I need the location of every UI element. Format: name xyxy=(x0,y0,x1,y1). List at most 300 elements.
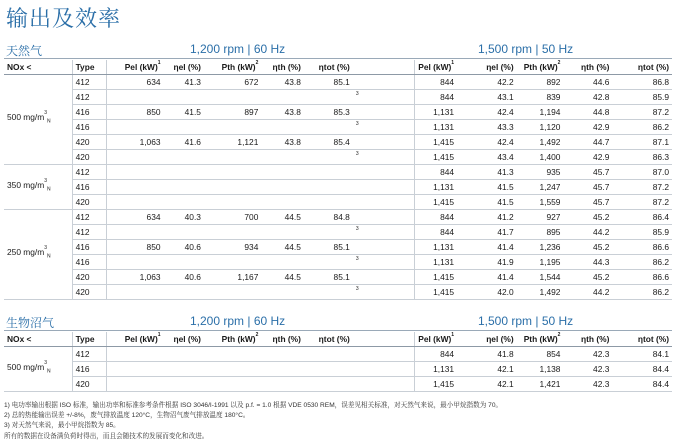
table-row xyxy=(4,225,672,240)
value-cell xyxy=(204,225,261,240)
value-cell: 1,131 xyxy=(415,255,458,270)
footnote-ref-cell: 3 xyxy=(353,90,415,105)
value-cell: 43.1 xyxy=(457,90,517,105)
value-cell: 86.6 xyxy=(612,240,672,255)
value-cell: 85.1 xyxy=(304,75,353,90)
header-eta-th xyxy=(261,60,304,75)
rpm-label-50hz: 1,500 rpm | 50 Hz xyxy=(478,314,574,328)
header-pel: Pel (kW)$^1$ xyxy=(106,332,163,347)
header-type xyxy=(72,332,106,347)
value-cell: 1,120 xyxy=(517,120,564,135)
header-eta-tot xyxy=(304,332,353,347)
header-pth: Pth (kW)$^2$ xyxy=(517,60,564,75)
value-cell xyxy=(106,255,163,270)
value-cell: 44.5 xyxy=(261,270,304,285)
table-row xyxy=(4,210,672,225)
value-cell: 700 xyxy=(204,210,261,225)
footnote-ref-cell xyxy=(353,210,415,225)
value-cell: 42.3 xyxy=(563,347,612,362)
value-cell: 1,415 xyxy=(415,285,458,300)
value-cell xyxy=(106,225,163,240)
value-cell: 41.4 xyxy=(457,240,517,255)
value-cell: 85.9 xyxy=(612,90,672,105)
header-eta-el xyxy=(164,60,204,75)
value-cell: 42.9 xyxy=(563,150,612,165)
value-cell: 86.2 xyxy=(612,285,672,300)
value-cell xyxy=(304,195,353,210)
value-cell: 85.3 xyxy=(304,105,353,120)
value-cell: 1,400 xyxy=(517,150,564,165)
header-label: Pth (kW) xyxy=(523,62,558,72)
value-cell: 86.4 xyxy=(612,210,672,225)
value-cell xyxy=(164,120,204,135)
value-cell xyxy=(261,225,304,240)
header-eta-el xyxy=(164,332,204,347)
value-cell: 42.3 xyxy=(563,362,612,377)
value-cell: 87.2 xyxy=(612,195,672,210)
value-cell xyxy=(304,90,353,105)
header-pel: Pel (kW)$^1$ xyxy=(415,332,458,347)
footnote-ref-cell: 3 xyxy=(353,120,415,135)
value-cell: 1,063 xyxy=(106,135,163,150)
value-cell: 850 xyxy=(106,240,163,255)
value-cell: 1,167 xyxy=(204,270,261,285)
header-label: Type xyxy=(75,62,95,72)
header-label: Pth (kW) xyxy=(523,334,558,344)
footnote-ref-cell xyxy=(353,347,415,362)
value-cell: 844 xyxy=(415,347,458,362)
value-cell xyxy=(106,120,163,135)
value-cell: 844 xyxy=(415,75,458,90)
value-cell: 43.8 xyxy=(261,75,304,90)
header-label: ηtot (%) xyxy=(637,334,669,344)
value-cell: 934 xyxy=(204,240,261,255)
footnote-4: 所有的数据在设备满负荷时得出，而且会随技术的发展而变化和改进。 xyxy=(4,433,209,440)
value-cell xyxy=(164,377,204,392)
value-cell: 42.0 xyxy=(457,285,517,300)
value-cell xyxy=(106,150,163,165)
value-cell: 86.2 xyxy=(612,255,672,270)
type-cell: 420 xyxy=(72,270,106,285)
value-cell xyxy=(106,90,163,105)
type-cell: 420 xyxy=(72,135,106,150)
nox-limit-cell: 350 $mg/m^3_N$ xyxy=(4,165,72,210)
value-cell: 85.9 xyxy=(612,225,672,240)
header-label: ηtot (%) xyxy=(637,62,669,72)
value-cell xyxy=(304,120,353,135)
value-cell xyxy=(164,150,204,165)
value-cell: 43.4 xyxy=(457,150,517,165)
header-label: ηel (%) xyxy=(486,62,514,72)
value-cell: 43.3 xyxy=(457,120,517,135)
header-pth: Pth (kW)$^2$ xyxy=(204,332,261,347)
value-cell: 84.4 xyxy=(612,362,672,377)
value-cell: 42.1 xyxy=(457,362,517,377)
header-type xyxy=(72,60,106,75)
value-cell: 672 xyxy=(204,75,261,90)
value-cell xyxy=(261,255,304,270)
value-cell: 1,415 xyxy=(415,150,458,165)
footnote-ref-cell: 3 xyxy=(353,285,415,300)
value-cell: 927 xyxy=(517,210,564,225)
footnote-ref-cell: 3 xyxy=(353,150,415,165)
footnote-2: 2) 总的热能输出误差 +/-8%，废气排放温度 120°C，生物沼气废气排放温度 180°C。 xyxy=(4,412,250,419)
value-cell: 45.2 xyxy=(563,270,612,285)
value-cell: 1,131 xyxy=(415,105,458,120)
value-cell: 86.6 xyxy=(612,270,672,285)
page-title: 输出及效率 xyxy=(6,6,122,31)
table-row xyxy=(4,105,672,120)
type-cell: 412 xyxy=(72,75,106,90)
rpm-label-60hz: 1,200 rpm | 60 Hz xyxy=(190,42,286,56)
value-cell: 43.8 xyxy=(261,135,304,150)
value-cell: 44.7 xyxy=(563,135,612,150)
value-cell: 41.6 xyxy=(164,135,204,150)
type-cell: 412 xyxy=(72,347,106,362)
footnote-ref-cell: 3 xyxy=(353,225,415,240)
value-cell: 44.5 xyxy=(261,210,304,225)
value-cell: 87.1 xyxy=(612,135,672,150)
value-cell xyxy=(261,347,304,362)
value-cell: 41.3 xyxy=(164,75,204,90)
value-cell: 41.5 xyxy=(457,180,517,195)
header-eta-th xyxy=(563,60,612,75)
value-cell: 1,415 xyxy=(415,195,458,210)
header-label: NOx < xyxy=(7,62,32,72)
value-cell: 1,415 xyxy=(415,377,458,392)
type-cell: 412 xyxy=(72,165,106,180)
header-eta-tot xyxy=(612,60,672,75)
header-pel: Pel (kW)$^1$ xyxy=(106,60,163,75)
value-cell: 41.8 xyxy=(457,347,517,362)
value-cell xyxy=(106,362,163,377)
type-cell: 416 xyxy=(72,240,106,255)
value-cell xyxy=(261,180,304,195)
value-cell: 85.1 xyxy=(304,240,353,255)
header-nox xyxy=(4,60,72,75)
value-cell: 1,559 xyxy=(517,195,564,210)
value-cell: 87.2 xyxy=(612,180,672,195)
value-cell: 1,415 xyxy=(415,135,458,150)
value-cell: 44.5 xyxy=(261,240,304,255)
value-cell xyxy=(164,165,204,180)
value-cell xyxy=(261,90,304,105)
value-cell xyxy=(106,180,163,195)
header-label: ηtot (%) xyxy=(318,62,350,72)
header-label: ηth (%) xyxy=(580,334,610,344)
value-cell: 43.8 xyxy=(261,105,304,120)
value-cell: 41.7 xyxy=(457,225,517,240)
value-cell xyxy=(204,347,261,362)
type-cell: 420 xyxy=(72,285,106,300)
value-cell: 850 xyxy=(106,105,163,120)
value-cell: 85.1 xyxy=(304,270,353,285)
table-row xyxy=(4,377,672,392)
value-cell: 1,121 xyxy=(204,135,261,150)
value-cell xyxy=(164,362,204,377)
value-cell: 844 xyxy=(415,165,458,180)
type-cell: 416 xyxy=(72,362,106,377)
value-cell: 87.2 xyxy=(612,105,672,120)
value-cell xyxy=(106,285,163,300)
header-pth: Pth (kW)$^2$ xyxy=(517,332,564,347)
type-cell: 416 xyxy=(72,105,106,120)
value-cell xyxy=(304,165,353,180)
value-cell xyxy=(204,165,261,180)
header-spacer xyxy=(353,60,415,75)
header-label: Type xyxy=(75,334,95,344)
value-cell: 42.3 xyxy=(563,377,612,392)
value-cell: 86.8 xyxy=(612,75,672,90)
value-cell: 45.7 xyxy=(563,165,612,180)
value-cell xyxy=(106,165,163,180)
value-cell: 41.4 xyxy=(457,270,517,285)
value-cell: 86.2 xyxy=(612,120,672,135)
footnote-ref-cell xyxy=(353,377,415,392)
value-cell: 897 xyxy=(204,105,261,120)
header-eta-th xyxy=(563,332,612,347)
value-cell xyxy=(304,180,353,195)
footnote-1: 1) 电功率输出根据 ISO 标准，输出功率和标准参考条件根据 ISO 3046/I-1991 以及 p.f. = 1.0 根据 VDE 0530 REM，误差见相关标准，对天然气来说，最小甲烷指数为 70。 xyxy=(4,402,503,409)
value-cell: 844 xyxy=(415,90,458,105)
section-rule xyxy=(4,58,672,59)
table-row xyxy=(4,255,672,270)
value-cell: 45.2 xyxy=(563,210,612,225)
value-cell: 44.6 xyxy=(563,75,612,90)
natural-gas-table xyxy=(4,60,672,300)
value-cell: 844 xyxy=(415,225,458,240)
value-cell xyxy=(261,285,304,300)
value-cell: 41.5 xyxy=(457,195,517,210)
value-cell xyxy=(164,180,204,195)
table-row xyxy=(4,75,672,90)
footnote-ref-cell xyxy=(353,180,415,195)
value-cell: 839 xyxy=(517,90,564,105)
type-cell: 420 xyxy=(72,150,106,165)
footnote-ref-cell xyxy=(353,240,415,255)
value-cell xyxy=(204,255,261,270)
value-cell: 45.2 xyxy=(563,240,612,255)
value-cell: 1,415 xyxy=(415,270,458,285)
value-cell: 42.4 xyxy=(457,135,517,150)
table-row xyxy=(4,135,672,150)
footnote-ref-cell xyxy=(353,75,415,90)
table-row xyxy=(4,150,672,165)
header-pth: Pth (kW)$^2$ xyxy=(204,60,261,75)
header-label: Pel (kW) xyxy=(418,334,452,344)
value-cell: 41.9 xyxy=(457,255,517,270)
header-eta-tot xyxy=(304,60,353,75)
value-cell xyxy=(204,362,261,377)
value-cell xyxy=(164,347,204,362)
table-row xyxy=(4,90,672,105)
value-cell xyxy=(304,150,353,165)
header-eta-tot xyxy=(612,332,672,347)
footnote-3: 3) 对天然气来说，最小甲烷指数为 85。 xyxy=(4,422,120,429)
nox-limit-cell: 500 $mg/m^3_N$ xyxy=(4,347,72,392)
value-cell: 41.5 xyxy=(164,105,204,120)
value-cell: 892 xyxy=(517,75,564,90)
value-cell: 42.1 xyxy=(457,377,517,392)
header-label: ηel (%) xyxy=(486,334,514,344)
header-label: ηtot (%) xyxy=(318,334,350,344)
section-title-natural-gas: 天然气 xyxy=(6,44,43,58)
header-label: Pel (kW) xyxy=(124,62,158,72)
value-cell xyxy=(204,285,261,300)
value-cell: 84.4 xyxy=(612,377,672,392)
value-cell: 1,131 xyxy=(415,180,458,195)
header-label: Pth (kW) xyxy=(221,62,256,72)
value-cell: 84.8 xyxy=(304,210,353,225)
nox-limit-cell: 250 $mg/m^3_N$ xyxy=(4,210,72,300)
table-row xyxy=(4,180,672,195)
value-cell: 1,131 xyxy=(415,120,458,135)
value-cell xyxy=(261,120,304,135)
header-eta-el xyxy=(457,60,517,75)
header-nox xyxy=(4,332,72,347)
value-cell: 40.3 xyxy=(164,210,204,225)
header-label: Pel (kW) xyxy=(124,334,158,344)
value-cell: 1,138 xyxy=(517,362,564,377)
nox-limit-cell: 500 $mg/m^3_N$ xyxy=(4,75,72,165)
footnote-ref-cell xyxy=(353,135,415,150)
value-cell: 87.0 xyxy=(612,165,672,180)
value-cell xyxy=(261,377,304,392)
value-cell: 854 xyxy=(517,347,564,362)
value-cell: 1,236 xyxy=(517,240,564,255)
type-cell: 416 xyxy=(72,120,106,135)
table-row xyxy=(4,285,672,300)
footnote-ref-cell: 3 xyxy=(353,255,415,270)
header-label: ηel (%) xyxy=(173,334,201,344)
header-eta-el xyxy=(457,332,517,347)
value-cell: 1,421 xyxy=(517,377,564,392)
value-cell: 42.9 xyxy=(563,120,612,135)
table-row xyxy=(4,120,672,135)
header-spacer xyxy=(353,332,415,347)
value-cell: 1,194 xyxy=(517,105,564,120)
footnote-ref-cell xyxy=(353,195,415,210)
value-cell xyxy=(261,362,304,377)
value-cell xyxy=(304,225,353,240)
table-row xyxy=(4,165,672,180)
value-cell xyxy=(304,362,353,377)
value-cell: 84.1 xyxy=(612,347,672,362)
type-cell: 412 xyxy=(72,225,106,240)
value-cell xyxy=(164,195,204,210)
value-cell: 1,492 xyxy=(517,285,564,300)
value-cell: 844 xyxy=(415,210,458,225)
value-cell: 40.6 xyxy=(164,270,204,285)
value-cell xyxy=(204,195,261,210)
value-cell xyxy=(261,165,304,180)
type-cell: 416 xyxy=(72,180,106,195)
header-label: ηth (%) xyxy=(272,62,301,72)
value-cell: 44.3 xyxy=(563,255,612,270)
value-cell: 41.3 xyxy=(457,165,517,180)
value-cell: 86.3 xyxy=(612,150,672,165)
value-cell xyxy=(164,90,204,105)
table-row xyxy=(4,240,672,255)
value-cell: 1,492 xyxy=(517,135,564,150)
value-cell xyxy=(164,225,204,240)
footnote-ref-cell xyxy=(353,165,415,180)
value-cell: 44.2 xyxy=(563,285,612,300)
value-cell: 1,063 xyxy=(106,270,163,285)
value-cell xyxy=(304,347,353,362)
value-cell: 85.4 xyxy=(304,135,353,150)
type-cell: 420 xyxy=(72,377,106,392)
header-label: NOx < xyxy=(7,334,32,344)
type-cell: 420 xyxy=(72,195,106,210)
value-cell: 1,131 xyxy=(415,362,458,377)
header-label: ηth (%) xyxy=(580,62,610,72)
table-row xyxy=(4,270,672,285)
value-cell: 1,247 xyxy=(517,180,564,195)
value-cell xyxy=(304,377,353,392)
value-cell xyxy=(164,255,204,270)
footnote-ref-cell xyxy=(353,270,415,285)
rpm-label-50hz: 1,500 rpm | 50 Hz xyxy=(478,42,574,56)
footnote-ref-cell xyxy=(353,362,415,377)
rpm-label-60hz: 1,200 rpm | 60 Hz xyxy=(190,314,286,328)
value-cell: 42.4 xyxy=(457,105,517,120)
value-cell: 44.2 xyxy=(563,225,612,240)
value-cell: 40.6 xyxy=(164,240,204,255)
value-cell xyxy=(204,377,261,392)
value-cell: 42.8 xyxy=(563,90,612,105)
header-label: ηth (%) xyxy=(272,334,301,344)
value-cell xyxy=(304,285,353,300)
value-cell xyxy=(204,150,261,165)
value-cell xyxy=(106,377,163,392)
type-cell: 412 xyxy=(72,90,106,105)
footnote-ref-cell xyxy=(353,105,415,120)
type-cell: 416 xyxy=(72,255,106,270)
type-cell: 412 xyxy=(72,210,106,225)
value-cell xyxy=(204,180,261,195)
value-cell: 634 xyxy=(106,210,163,225)
value-cell: 895 xyxy=(517,225,564,240)
header-pel: Pel (kW)$^1$ xyxy=(415,60,458,75)
value-cell: 45.7 xyxy=(563,180,612,195)
value-cell: 45.7 xyxy=(563,195,612,210)
value-cell: 1,544 xyxy=(517,270,564,285)
header-label: Pel (kW) xyxy=(418,62,452,72)
value-cell xyxy=(106,347,163,362)
value-cell: 1,195 xyxy=(517,255,564,270)
value-cell: 42.2 xyxy=(457,75,517,90)
value-cell: 1,131 xyxy=(415,240,458,255)
table-row xyxy=(4,362,672,377)
value-cell: 634 xyxy=(106,75,163,90)
value-cell xyxy=(106,195,163,210)
header-label: ηel (%) xyxy=(173,62,201,72)
value-cell xyxy=(261,195,304,210)
section-title-biogas: 生物沼气 xyxy=(6,316,55,330)
biogas-table xyxy=(4,332,672,392)
value-cell xyxy=(261,150,304,165)
value-cell xyxy=(304,255,353,270)
table-row xyxy=(4,347,672,362)
value-cell: 935 xyxy=(517,165,564,180)
value-cell xyxy=(204,90,261,105)
header-eta-th xyxy=(261,332,304,347)
value-cell: 44.8 xyxy=(563,105,612,120)
table-row xyxy=(4,195,672,210)
header-label: Pth (kW) xyxy=(221,334,256,344)
value-cell: 41.2 xyxy=(457,210,517,225)
